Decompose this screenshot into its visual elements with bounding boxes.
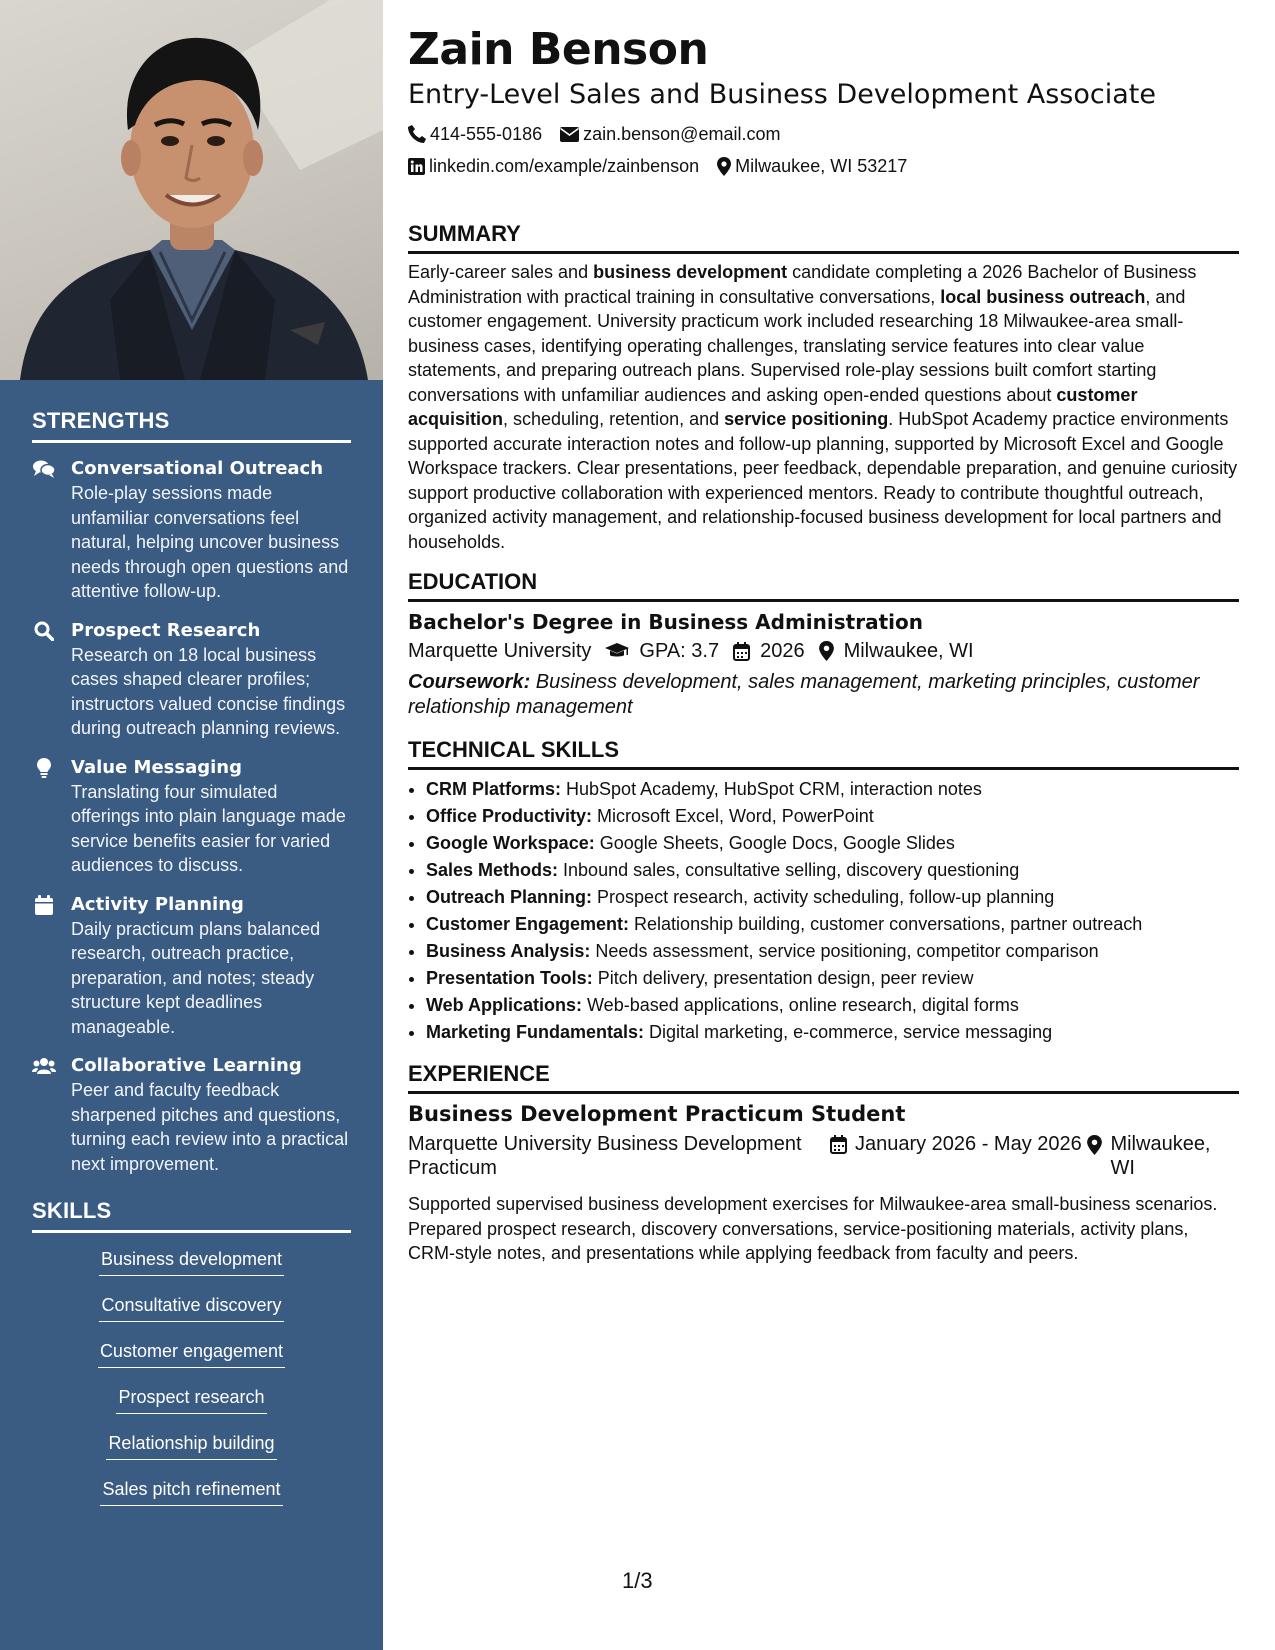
sidebar [0,0,383,1650]
education-heading: EDUCATION [408,568,1239,602]
profile-photo [0,0,383,380]
skill-tag: Business development [99,1247,284,1276]
contact-row-2 [408,150,1239,182]
phone-icon [408,125,426,143]
users-icon [32,1056,56,1076]
search-icon [32,621,56,641]
list-item: • Office Productivity: Microsoft Excel, Word, PowerPoint [426,803,1239,830]
linkedin-icon [408,158,425,175]
lightbulb-icon [32,758,56,778]
job-title: Business Development Practicum Student [408,1102,906,1126]
list-item: • Web Applications: Web-based applications, online research, digital forms [426,992,1239,1019]
skill-tag: Relationship building [106,1431,276,1460]
main-content [408,22,1239,1266]
strength-desc: Daily practicum plans balanced research, outreach practice, preparation, and notes; steady structure kept deadlines manageable. [71,918,321,1037]
linkedin-contact[interactable] [408,150,699,182]
strength-title: Value Messaging [71,756,242,778]
skill-tag: Prospect research [116,1385,266,1414]
map-pin-icon [819,641,834,661]
email-text: zain.benson@email.com [583,124,781,144]
sidebar-content [32,408,351,1523]
list-item: • Sales Methods: Inbound sales, consultative selling, discovery questioning [426,857,1239,884]
location-contact [717,150,907,182]
job-location [1087,1132,1239,1180]
list-item: • Outreach Planning: Prospect research, activity scheduling, follow-up planning [426,884,1239,911]
summary-text: Early-career sales and business development candidate completing a 2026 Bachelor of Business Administration with practical training in consultative conversations, local business outreach, and customer engagement. University practicum work included researching 18 Milwaukee-area small-business cases, identifying operating challenges, translating service features into clear value statements, and preparing outreach plans. Supervised role-play sessions built comfort starting conversations with unfamiliar audiences and asking open-ended questions about customer acquisition, scheduling, retention, and service positioning. HubSpot Academy practice environments supported accurate interaction notes and follow-up planning, supported by Microsoft Excel and Google Workspace trackers. Clear presentations, peer feedback, dependable preparation, and genuine curiosity support productive collaboration with experienced mentors. Ready to contribute thoughtful outreach, organized activity management, and relationship-focused business development for local partners and households. [408,262,1238,552]
phone-text: 414-555-0186 [430,124,543,144]
map-pin-icon [1087,1135,1102,1155]
list-item: • Google Workspace: Google Sheets, Google Docs, Google Slides [426,830,1239,857]
list-item: • Presentation Tools: Pitch delivery, presentation design, peer review [426,965,1239,992]
list-item: • CRM Platforms: HubSpot Academy, HubSpot CRM, interaction notes [426,776,1239,803]
gpa-item [605,636,719,666]
edu-location-item [819,636,974,666]
year-text: 2026 [760,640,805,662]
technical-skills-heading: TECHNICAL SKILLS [408,736,1239,770]
skills-list [32,1247,351,1523]
strength-desc: Role-play sessions made unfamiliar conversations feel natural, helping uncover business needs through open questions and attentive follow-up. [71,483,349,601]
skill-tag: Consultative discovery [99,1293,283,1322]
summary-heading: SUMMARY [408,220,1239,254]
location-text: Milwaukee, WI 53217 [735,156,908,176]
gpa-text: GPA: 3.7 [639,640,720,662]
email-contact[interactable] [560,118,780,150]
list-item: • Business Analysis: Needs assessment, service positioning, competitor comparison [426,938,1239,965]
technical-skills-list [408,776,1239,1046]
strength-item [32,893,351,1040]
degree-title: Bachelor's Degree in Business Administration [408,610,923,634]
map-pin-icon [717,157,731,176]
strength-title: Conversational Outreach [71,458,324,479]
job-dates [830,1132,1088,1180]
strength-item [32,1054,351,1176]
linkedin-text: linkedin.com/example/zainbenson [429,156,700,176]
strength-item [32,457,351,604]
strength-item [32,756,351,878]
page-number: 1/3 [622,1568,653,1593]
contact-row [408,118,1239,150]
graduation-cap-icon [605,643,629,659]
calendar-icon [830,1135,847,1154]
list-item: • Customer Engagement: Relationship building, customer conversations, partner outreach [426,911,1239,938]
strength-desc: Translating four simulated offerings into plain language made service benefits easier for varied audiences to discuss. [71,781,346,875]
edu-location-text: Milwaukee, WI [843,640,974,662]
education-meta [408,636,1239,666]
strength-desc: Peer and faculty feedback sharpened pitches and questions, turning each review into a practical next improvement. [71,1080,349,1174]
phone-contact[interactable] [408,118,542,150]
year-item [733,636,805,666]
calendar-icon [733,642,750,661]
envelope-icon [560,127,579,142]
candidate-title: Entry-Level Sales and Business Development Associate [408,79,1156,110]
experience-heading: EXPERIENCE [408,1060,1239,1094]
coursework: Coursework: Business development, sales management, marketing principles, customer relationship management [408,671,1200,718]
skill-tag: Sales pitch refinement [100,1477,282,1506]
candidate-name: Zain Benson [408,24,709,75]
strength-item [32,619,351,741]
job-organization: Marquette University Business Development Practicum [408,1133,802,1179]
strength-title: Activity Planning [71,893,244,915]
school-name: Marquette University [408,640,592,662]
strength-desc: Research on 18 local business cases shaped clearer profiles; instructors valued concise findings during outreach planning reviews. [71,644,346,738]
strength-title: Prospect Research [71,619,261,641]
list-item: • Marketing Fundamentals: Digital marketing, e-commerce, service messaging [426,1019,1239,1046]
calendar-icon [32,895,56,915]
comments-icon [32,459,56,479]
job-meta [408,1132,1239,1180]
job-location-text: Milwaukee, WI [1110,1133,1211,1179]
strengths-heading: STRENGTHS [32,408,351,443]
job-description: Supported supervised business development exercises for Milwaukee-area small-business scenarios. Prepared prospect research, discovery conversations, service-positioning materials, activity plans, CRM-style notes, and presentations while applying feedback from faculty and peers. [408,1194,1218,1263]
skills-heading: SKILLS [32,1198,351,1233]
strength-title: Collaborative Learning [71,1055,302,1076]
skill-tag: Customer engagement [98,1339,285,1368]
job-dates-text: January 2026 - May 2026 [854,1133,1082,1155]
